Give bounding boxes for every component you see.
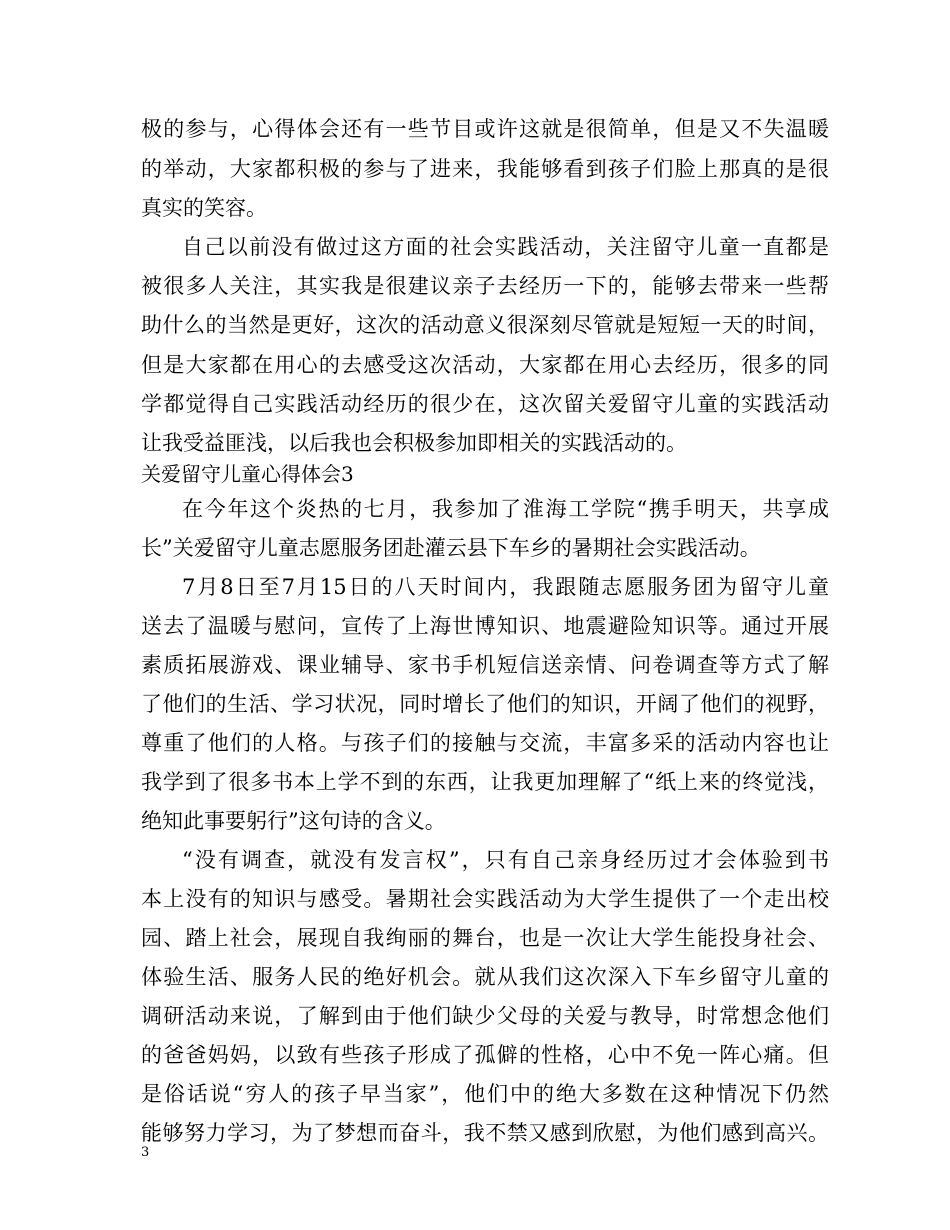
paragraph-line: 本上没有的知识与感受。暑期社会实践活动为大学生提供了一个走出校 bbox=[141, 887, 829, 911]
paragraph-line: 的举动，大家都积极的参与了进来，我能够看到孩子们脸上那真的是很 bbox=[141, 157, 829, 181]
paragraph-line: 绝知此事要躬行”这句诗的含义。 bbox=[141, 809, 446, 833]
section-heading: 关爱留守儿童心得体会3 bbox=[141, 462, 354, 486]
paragraph-line: 体验生活、服务人民的绝好机会。就从我们这次深入下车乡留守儿童的 bbox=[141, 965, 829, 989]
paragraph-line: 长”关爱留守儿童志愿服务团赴灌云县下车乡的暑期社会实践活动。 bbox=[141, 536, 761, 560]
paragraph-line: 7月8日至7月15日的八天时间内，我跟随志愿服务团为留守儿童 bbox=[182, 575, 829, 599]
paragraph-line: 极的参与，心得体会还有一些节目或许这就是很简单，但是又不失温暖 bbox=[141, 117, 829, 141]
paragraph-line: “没有调查，就没有发言权”，只有自己亲身经历过才会体验到书 bbox=[182, 848, 829, 872]
paragraph-line: 但是大家都在用心的去感受这次活动，大家都在用心去经历，很多的同 bbox=[141, 353, 829, 377]
paragraph-line: 我学到了很多书本上学不到的东西，让我更加理解了“纸上来的终觉浅， bbox=[141, 770, 829, 794]
paragraph-line: 被很多人关注，其实我是很建议亲子去经历一下的，能够去带来一些帮 bbox=[141, 274, 829, 298]
paragraph-line: 的爸爸妈妈，以致有些孩子形成了孤僻的性格，心中不免一阵心痛。但 bbox=[141, 1043, 829, 1067]
paragraph-line: 素质拓展游戏、课业辅导、家书手机短信送亲情、问卷调查等方式了解 bbox=[141, 653, 829, 677]
paragraph-line: 自己以前没有做过这方面的社会实践活动，关注留守儿童一直都是 bbox=[182, 235, 829, 259]
paragraph-line: 园、踏上社会，展现自我绚丽的舞台，也是一次让大学生能投身社会、 bbox=[141, 926, 829, 950]
paragraph-line: 了他们的生活、学习状况，同时增长了他们的知识，开阔了他们的视野， bbox=[141, 692, 829, 716]
paragraph-line: 学都觉得自己实践活动经历的很少在，这次留关爱留守儿童的实践活动 bbox=[141, 392, 829, 416]
paragraph-line: 是俗话说“穷人的孩子早当家”，他们中的绝大多数在这种情况下仍然 bbox=[141, 1082, 829, 1106]
paragraph-line: 尊重了他们的人格。与孩子们的接触与交流，丰富多采的活动内容也让 bbox=[141, 731, 829, 755]
paragraph-line: 调研活动来说，了解到由于他们缺少父母的关爱与教导，时常想念他们 bbox=[141, 1004, 829, 1028]
page-number: 3 bbox=[141, 1145, 150, 1160]
paragraph-line: 真实的笑容。 bbox=[141, 196, 267, 220]
paragraph-line: 能够努力学习，为了梦想而奋斗，我不禁又感到欣慰，为他们感到高兴。 bbox=[141, 1121, 829, 1145]
paragraph-line: 在今年这个炎热的七月，我参加了淮海工学院“携手明天，共享成 bbox=[182, 497, 829, 521]
paragraph-line: 让我受益匪浅，以后我也会积极参加即相关的实践活动的。 bbox=[141, 431, 687, 455]
paragraph-line: 送去了温暖与慰问，宣传了上海世博知识、地震避险知识等。通过开展 bbox=[141, 614, 829, 638]
paragraph-line: 助什么的当然是更好，这次的活动意义很深刻尽管就是短短一天的时间， bbox=[141, 313, 829, 337]
